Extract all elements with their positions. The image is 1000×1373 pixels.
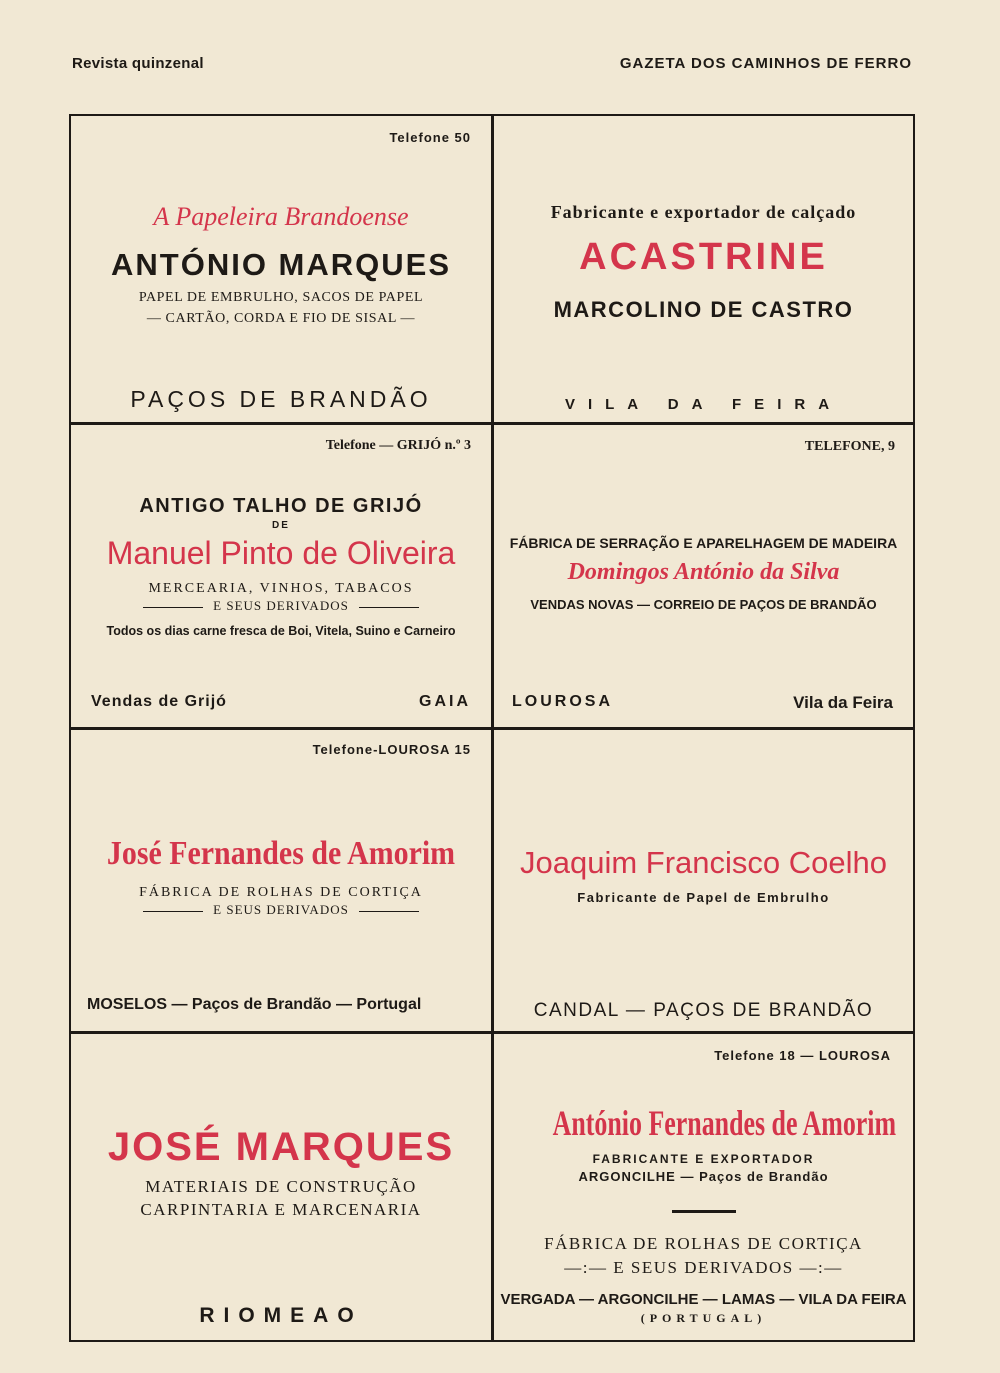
ad4-loc-right: Vila da Feira	[793, 693, 893, 712]
rule-left	[143, 911, 203, 912]
ad6-line1: Fabricante de Papel de Embrulho	[577, 890, 830, 905]
ad5-line2: E SEUS DERIVADOS	[213, 902, 349, 917]
ad8-line2: ARGONCILHE — Paços de Brandão	[578, 1169, 829, 1184]
ad1-location: PAÇOS DE BRANDÃO	[130, 386, 432, 412]
ad-jose-fernandes-de-amorim	[71, 730, 491, 1031]
ad3-line3: Todos os dias carne fresca de Boi, Vitela, Suino e Carneiro	[106, 624, 456, 638]
ad4-line1: FÁBRICA DE SERRAÇÃO E APARELHAGEM DE MADEIRA	[509, 535, 898, 551]
ad7-line2: CARPINTARIA E MARCENARIA	[140, 1200, 422, 1219]
ad2-location: VILA DA FEIRA	[564, 396, 843, 413]
ad5-line1: FÁBRICA DE ROLHAS DE CORTIÇA	[139, 885, 423, 900]
ad5-line2-row	[71, 902, 491, 918]
ad7-line1: MATERIAIS DE CONSTRUÇÃO	[145, 1177, 417, 1196]
ad4-line2: VENDAS NOVAS — CORREIO DE PAÇOS DE BRANDÃO	[530, 597, 877, 612]
ad-antonio-fernandes-de-amorim	[494, 1034, 913, 1340]
ad3-phone: Telefone — GRIJÓ n.º 3	[325, 438, 471, 453]
ad2-name: MARCOLINO DE CASTRO	[553, 297, 854, 322]
rule-right	[359, 911, 419, 912]
ad5-phone: Telefone-LOUROSA 15	[312, 742, 471, 757]
ad2-tagline: Fabricante e exportador de calçado	[550, 202, 857, 222]
ad7-name: JOSÉ MARQUES	[107, 1125, 455, 1169]
header-left: Revista quinzenal	[72, 55, 204, 72]
ad6-location: CANDAL — PAÇOS DE BRANDÃO	[533, 1000, 874, 1021]
ad3-loc-right: GAIA	[419, 693, 471, 710]
ad3-de: DE	[272, 520, 290, 531]
ad-jose-marques	[71, 1034, 491, 1340]
ad8-line3: FÁBRICA DE ROLHAS DE CORTIÇA	[544, 1234, 863, 1253]
ad8-name: António Fernandes de Amorim	[552, 1103, 897, 1143]
ad3-line2-row	[71, 598, 491, 614]
ad5-location: MOSELOS — Paços de Brandão — Portugal	[87, 996, 422, 1013]
ad3-name: Manuel Pinto de Oliveira	[106, 535, 456, 571]
rule-right	[359, 607, 419, 608]
ad-acastrine	[494, 116, 913, 422]
ad3-title: ANTIGO TALHO DE GRIJÓ	[139, 495, 423, 517]
ad6-name: Joaquim Francisco Coelho	[519, 845, 887, 880]
ad1-phone: Telefone 50	[389, 130, 471, 145]
ad1-line1: PAPEL DE EMBRULHO, SACOS DE PAPEL	[138, 290, 424, 305]
ad8-phone: Telefone 18 — LOUROSA	[714, 1048, 891, 1063]
ad4-loc-left: LOUROSA	[512, 693, 613, 710]
ad1-name: ANTÓNIO MARQUES	[111, 247, 451, 282]
ad-antonio-marques	[71, 116, 491, 422]
rule-left	[143, 607, 203, 608]
ad8-center-rule	[672, 1210, 736, 1213]
ad3-loc-left: Vendas de Grijó	[91, 693, 227, 710]
ad8-line1: FABRICANTE E EXPORTADOR	[592, 1152, 815, 1166]
ad-domingos-antonio-da-silva	[494, 425, 913, 727]
ad2-brand: ACASTRINE	[579, 236, 828, 278]
ad3-line1: MERCEARIA, VINHOS, TABACOS	[148, 581, 414, 596]
ad3-line2: E SEUS DERIVADOS	[213, 598, 349, 613]
ad-manuel-pinto-de-oliveira	[71, 425, 491, 727]
ad4-phone: TELEFONE, 9	[804, 439, 895, 454]
ad8-line4: —:— E SEUS DERIVADOS —:—	[564, 1258, 843, 1277]
header-right: GAZETA DOS CAMINHOS DE FERRO	[619, 55, 912, 72]
ad1-line2: — CARTÃO, CORDA E FIO DE SISAL —	[146, 311, 416, 326]
ad4-name: Domingos António da Silva	[567, 559, 840, 585]
ad7-location: RIOMEAO	[199, 1304, 363, 1327]
ad5-name: José Fernandes de Amorim	[106, 835, 456, 872]
ad8-line6: (PORTUGAL)	[640, 1311, 767, 1325]
ad-joaquim-francisco-coelho	[494, 730, 913, 1031]
ad8-line5: VERGADA — ARGONCILHE — LAMAS — VILA DA FEIRA	[500, 1291, 907, 1308]
ad1-slogan: A Papeleira Brandoense	[153, 202, 409, 231]
